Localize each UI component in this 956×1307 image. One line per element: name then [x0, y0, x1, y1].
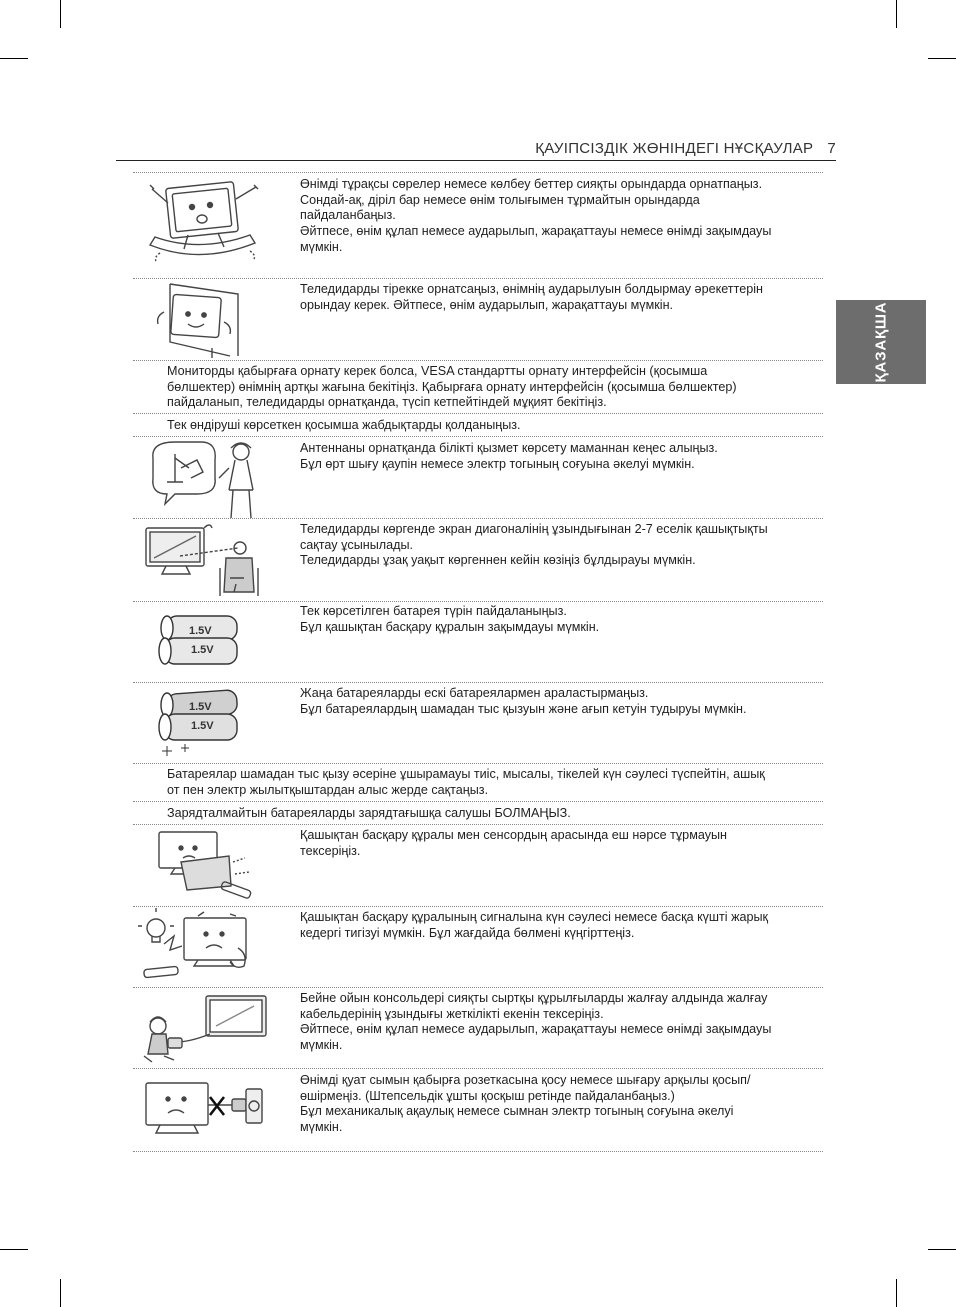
warning-unstable-surface: Өнімді тұрақсы сөрелер немесе көлбеу беттер сияқты орындарда орнатпаңыз. Сондай-ақ, діріл бар немесе өнім толығымен тұрмайтын орындарда пайдаланбаңыз. Әйтпесе, өнім құлап немесе аударылып, жарақаттауы немесе өнімді зақымдауы мүмкін.: [300, 177, 772, 254]
remote-obstacle-illustration: [145, 828, 260, 900]
separator: [133, 987, 823, 988]
crop-mark: [896, 1279, 897, 1307]
crop-mark: [60, 0, 61, 28]
separator: [133, 172, 823, 173]
header-rule: [116, 160, 836, 161]
svg-text:1.5V: 1.5V: [191, 720, 214, 732]
warning-accessories: Тек өндіруші көрсеткен қосымша жабдықтарды қолданыңыз.: [167, 418, 521, 432]
warning-battery-charging: Зарядталмайтын батареяларды зарядтағышқа салушы БОЛМАҢЫЗ.: [167, 806, 571, 820]
viewing-distance-illustration: [140, 522, 265, 600]
separator: [133, 763, 823, 764]
warning-cable-length: Бейне ойын консольдері сияқты сыртқы құрылғыларды жалғау алдында жалғау кабельдерінің ұзындығы жеткілікті екенін тексеріңіз. Әйтпесе, өнім құлап немесе аударылып, жарақаттауы немесе өнімді зақымдауы мүмкін.: [300, 991, 772, 1053]
power-plug-illustration: [140, 1075, 265, 1147]
game-console-cable-illustration: [140, 992, 270, 1064]
svg-text:1.5V: 1.5V: [191, 644, 214, 656]
svg-text:1.5V: 1.5V: [189, 625, 212, 637]
warning-remote-light: Қашықтан басқару құралының сигналына күн сәулесі немесе басқа күшті жарық кедергі тигізуі мүмкін. Бұл жағдайда бөлмені күңгірттеңіз.: [300, 910, 769, 940]
language-side-tab: [836, 300, 926, 384]
separator: [133, 601, 823, 602]
warning-power-plug: Өнімді қуат сымын қабырға розеткасына қосу немесе шығару арқылы қосып/ өшірмеңіз. (Штепсельдік ұшты қосқыш ретінде пайдаланбаңыз.) Бұл механикалық ақаулық немесе сымнан электр тогының соғуына әкелуі мүмкін.: [300, 1073, 751, 1135]
crop-mark: [60, 1279, 61, 1307]
separator: [133, 278, 823, 279]
svg-text:1.5V: 1.5V: [189, 701, 212, 713]
separator: [133, 360, 823, 361]
language-tab-label: ҚАЗАҚША: [872, 301, 890, 383]
separator: [133, 1068, 823, 1069]
tv-tilting-illustration: [140, 175, 270, 265]
tv-on-stand-illustration: [150, 282, 250, 360]
page-header: [116, 140, 836, 160]
separator: [133, 518, 823, 519]
page-number: 7: [827, 140, 836, 157]
crop-mark: [896, 0, 897, 28]
separator: [133, 801, 823, 802]
separator: [133, 413, 823, 414]
separator: [133, 682, 823, 683]
separator: [133, 824, 823, 825]
warning-battery-heat: Батареялар шамадан тыс қызу әсеріне ұшырамауы тиіс, мысалы, тікелей күн сәулесі түспейтін, ашық от пен электр жылытқыштардан алыс жерде сақтаңыз.: [167, 767, 765, 797]
warning-antenna: Антеннаны орнатқанда білікті қызмет көрсету маманнан кеңес алыңыз. Бұл өрт шығу қаупін немесе электр тогының соғуына әкелуі мүмкін.: [300, 441, 718, 471]
crop-mark: [0, 58, 28, 59]
header-title: ҚАУІПСІЗДІК ЖӨНІНДЕГІ НҰСҚАУЛАР: [535, 140, 814, 157]
antenna-technician-illustration: [145, 438, 270, 518]
warning-remote-obstacle: Қашықтан басқару құралы мен сенсордың арасында еш нәрсе тұрмауын тексеріңіз.: [300, 828, 728, 858]
warning-battery-mixing: Жаңа батареяларды ескі батареялармен араластырмаңыз. Бұл батареялардың шамадан тыс қызуын және ағып кетуін тудыруы мүмкін.: [300, 686, 747, 716]
crop-mark: [0, 1249, 28, 1250]
mixed-batteries-illustration: [155, 688, 245, 758]
crop-mark: [928, 58, 956, 59]
crop-mark: [928, 1249, 956, 1250]
warning-viewing-distance: Теледидарды көргенде экран диагоналінің ұзындығынан 2-7 еселік қашықтықты сақтау ұсынылады. Теледидарды ұзақ уақыт көргеннен кейін көзіңіз бұлдырауы мүмкін.: [300, 522, 768, 568]
separator: [133, 436, 823, 437]
warning-battery-type: Тек көрсетілген батарея түрін пайдаланыңыз. Бұл қашықтан басқару құралын зақымдауы мүмкін.: [300, 604, 600, 634]
separator: [133, 1151, 823, 1152]
warning-stand-tipping: Теледидарды тірекке орнатсаңыз, өнімнің аударылуын болдырмау әрекеттерін орындау керек. Әйтпесе, өнім аударылып, жарақаттауы мүмкін.: [300, 282, 763, 312]
remote-bright-light-illustration: [138, 908, 268, 984]
warning-wall-mount: Мониторды қабырғаға орнату керек болса, VESA стандартты орнату интерфейсін (қосымша бөлшектер) өнімнің артқы жағына бекітіңіз. Қабырғаға орнату интерфейсін (қосымша бөлшектер) пайдаланып, теледидарды орнатқанда, түсіп кетпейтіндей мұқият бекітіңіз.: [167, 364, 737, 410]
separator: [133, 906, 823, 907]
batteries-illustration: [155, 610, 245, 670]
